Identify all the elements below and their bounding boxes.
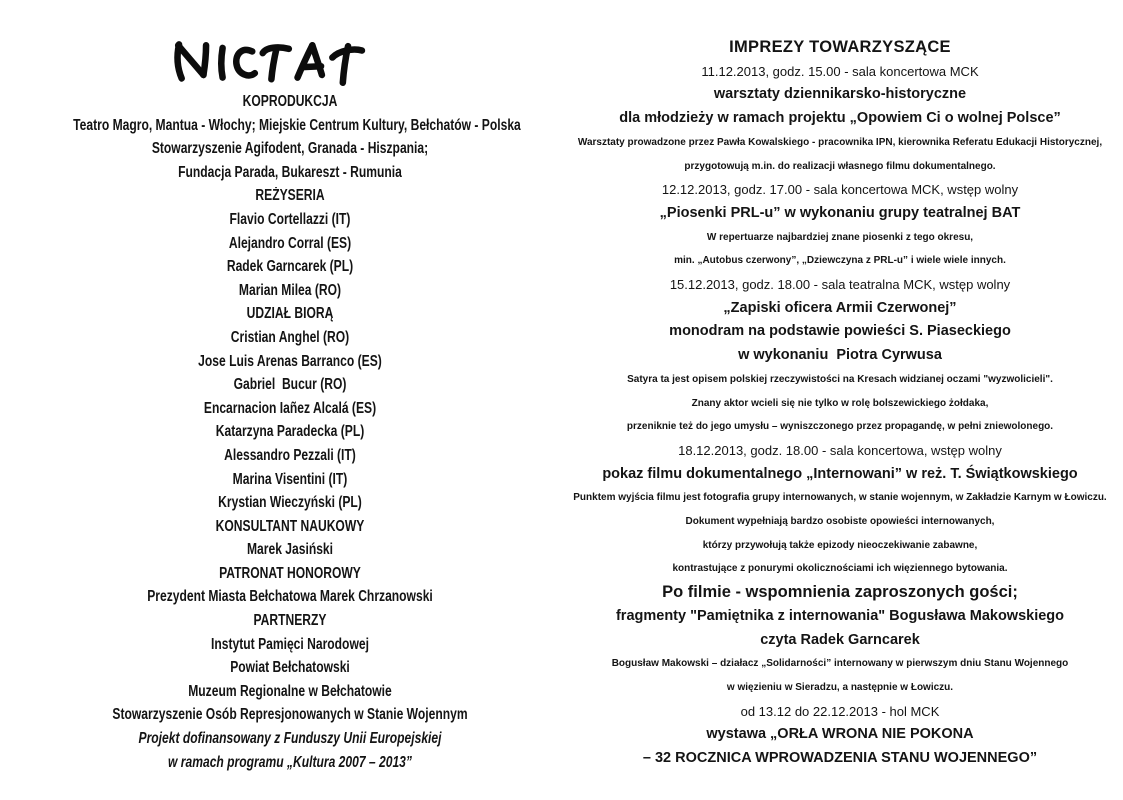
text-line: monodram na podstawie powieści S. Piaseckiego xyxy=(669,323,1011,340)
text-line: Projekt dofinansowany z Funduszy Unii Europejskiej xyxy=(138,730,442,748)
text-line: Instytut Pamięci Narodowej xyxy=(211,635,369,653)
text-line: Encarnacion Iañez Alcalá (ES) xyxy=(203,399,377,417)
text-line: dla młodzieży w ramach projektu „Opowiem Ci o wolnej Polsce” xyxy=(619,110,1061,127)
text-line: w więzieniu w Sieradzu, a następnie w Łowiczu. xyxy=(726,681,954,693)
text-line: Warsztaty prowadzone przez Pawła Kowalskiego - pracownika IPN, kierownika Referatu Edukacji Historycznej, xyxy=(577,136,1103,148)
text-line: fragmenty "Pamiętnika z internowania" Bogusława Makowskiego xyxy=(615,607,1065,624)
text-line: w ramach programu „Kultura 2007 – 2013” xyxy=(168,753,412,771)
text-line: Punktem wyjścia filmu jest fotografia grupy internowanych, w stanie wojennym, w Zakładzie Karnym w Łowiczu. xyxy=(573,492,1107,504)
left-column-lines xyxy=(12,90,568,774)
text-line: Fundacja Parada, Bukareszt - Rumunia xyxy=(178,163,402,181)
text-line: Teatro Magro, Mantua - Włochy; Miejskie Centrum Kultury, Bełchatów - Polska xyxy=(73,116,521,134)
text-line: IMPREZY TOWARZYSZĄCE xyxy=(729,38,951,56)
text-line: Satyra ta jest opisem polskiej rzeczywistości na Kresach widzianej oczami "wyzwolicieli". xyxy=(627,373,1053,385)
text-line: wystawa „ORŁA WRONA NIE POKONA xyxy=(706,726,974,743)
dictat-logo-drawing xyxy=(160,34,388,88)
left-column-credits xyxy=(12,34,568,774)
text-line: Marina Visentini (IT) xyxy=(232,470,348,488)
text-line: Muzeum Regionalne w Bełchatowie xyxy=(188,682,392,700)
text-line: od 13.12 do 22.12.2013 - hol MCK xyxy=(740,703,940,719)
text-line: Alessandro Pezzali (IT) xyxy=(224,446,356,464)
text-line: Powiat Bełchatowski xyxy=(230,659,350,677)
text-line: PATRONAT HONOROWY xyxy=(219,564,361,582)
text-line: Znany aktor wcieli się nie tylko w rolę bolszewickiego żołdaka, xyxy=(691,397,989,409)
text-line: czyta Radek Garncarek xyxy=(760,631,920,648)
text-line: 11.12.2013, godz. 15.00 - sala koncertowa MCK xyxy=(701,63,979,79)
text-line: pokaz filmu dokumentalnego „Internowani” w reż. T. Świątkowskiego xyxy=(602,465,1078,482)
text-line: W repertuarze najbardziej znane piosenki z tego okresu, xyxy=(706,231,974,243)
text-line: „Zapiski oficera Armii Czerwonej” xyxy=(723,299,957,316)
text-line: UDZIAŁ BIORĄ xyxy=(246,305,334,323)
text-line: Flavio Cortellazzi (IT) xyxy=(229,210,351,228)
text-line: PARTNERZY xyxy=(253,612,327,630)
text-line: Jose Luis Arenas Barranco (ES) xyxy=(198,352,382,370)
text-line: 15.12.2013, godz. 18.00 - sala teatralna MCK, wstęp wolny xyxy=(669,277,1011,293)
text-line: Dokument wypełniają bardzo osobiste opowieści internowanych, xyxy=(685,516,995,528)
text-line: Gabriel Bucur (RO) xyxy=(233,376,347,394)
text-line: 18.12.2013, godz. 18.00 - sala koncertowa, wstęp wolny xyxy=(678,442,1002,458)
text-line: min. „Autobus czerwony”, „Dziewczyna z PRL-u” i wiele wiele innych. xyxy=(674,255,1006,267)
text-line: Katarzyna Paradecka (PL) xyxy=(215,423,365,441)
right-column-lines xyxy=(566,36,1114,771)
text-line: Krystian Wieczyński (PL) xyxy=(218,494,362,512)
text-line: Marian Milea (RO) xyxy=(238,281,342,299)
text-line: Cristian Anghel (RO) xyxy=(230,328,350,346)
text-line: którzy przywołują także epizody nieoczekiwanie zabawne, xyxy=(702,539,978,551)
text-line: Marek Jasiński xyxy=(246,541,334,559)
text-line: warsztaty dziennikarsko-historyczne xyxy=(713,86,967,103)
text-line: KONSULTANT NAUKOWY xyxy=(215,517,365,535)
text-line: Stowarzyszenie Osób Represjonowanych w Stanie Wojennym xyxy=(112,706,468,724)
text-line: KOPRODUKCJA xyxy=(242,93,338,110)
text-line: REŻYSERIA xyxy=(255,187,325,205)
text-line: Po filmie - wspomnienia zaproszonych gości; xyxy=(662,583,1018,602)
text-line: Alejandro Corral (ES) xyxy=(228,234,352,252)
text-line: Bogusław Makowski – działacz „Solidarności” internowany w pierwszym dniu Stanu Wojennego xyxy=(611,658,1069,670)
text-line: kontrastujące z ponurymi okolicznościami ich więziennego bytowania. xyxy=(672,563,1008,575)
text-line: przeniknie też do jego umysłu – wyniszczonego przez propagandę, w pełni zniewolonego. xyxy=(626,421,1054,433)
text-line: Stowarzyszenie Agifodent, Granada - Hiszpania; xyxy=(151,140,429,158)
dictat-logo xyxy=(0,34,552,88)
text-line: – 32 ROCZNICA WPROWADZENIA STANU WOJENNEGO” xyxy=(642,750,1038,767)
text-line: 12.12.2013, godz. 17.00 - sala koncertowa MCK, wstęp wolny xyxy=(661,182,1019,198)
text-line: w wykonaniu Piotra Cyrwusa xyxy=(738,347,942,364)
text-line: „Piosenki PRL-u” w wykonaniu grupy teatralnej BAT xyxy=(659,204,1021,221)
text-line: przygotowują m.in. do realizacji własnego filmu dokumentalnego. xyxy=(684,160,996,172)
text-line: Radek Garncarek (PL) xyxy=(226,258,354,276)
text-line: Prezydent Miasta Bełchatowa Marek Chrzanowski xyxy=(147,588,433,606)
right-column-events xyxy=(566,36,1114,771)
